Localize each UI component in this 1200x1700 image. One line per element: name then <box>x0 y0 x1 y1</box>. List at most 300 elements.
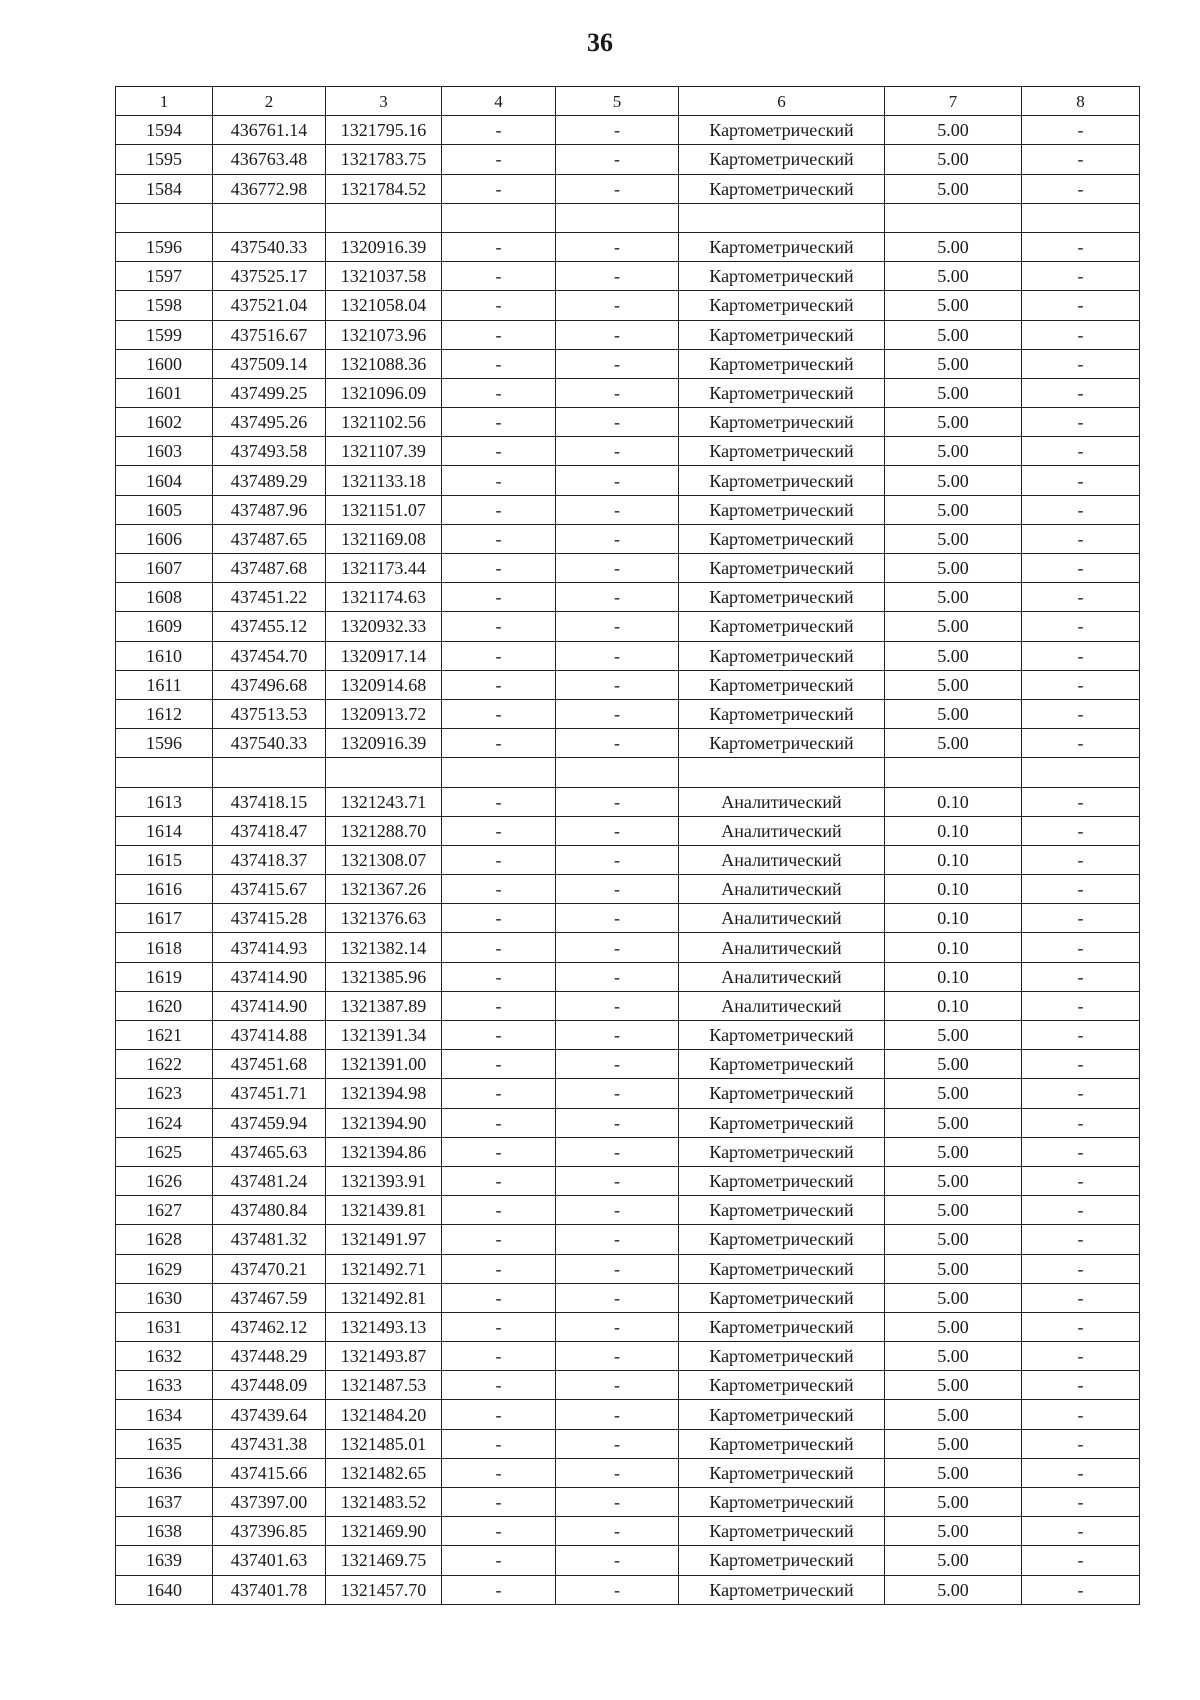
table-row <box>116 408 1140 437</box>
table-cell: - <box>442 174 556 203</box>
table-cell: - <box>556 466 679 495</box>
table-cell: Картометрический <box>679 291 885 320</box>
table-cell: 437462.12 <box>213 1312 326 1341</box>
column-header: 5 <box>556 87 679 116</box>
table-cell: 5.00 <box>885 349 1022 378</box>
table-cell: - <box>1022 729 1140 758</box>
table-cell: - <box>1022 232 1140 261</box>
table-cell: - <box>556 1458 679 1487</box>
table-cell: 5.00 <box>885 1429 1022 1458</box>
table-row <box>116 1021 1140 1050</box>
table-cell: Картометрический <box>679 1225 885 1254</box>
table-cell: 437487.96 <box>213 495 326 524</box>
table-cell: 1615 <box>116 845 213 874</box>
table-row <box>116 1225 1140 1254</box>
table-cell: - <box>1022 524 1140 553</box>
table-cell: 437467.59 <box>213 1283 326 1312</box>
table-cell: 5.00 <box>885 1517 1022 1546</box>
table-cell: 0.10 <box>885 904 1022 933</box>
table-cell: 1321133.18 <box>326 466 442 495</box>
table-row <box>116 1079 1140 1108</box>
table-cell: Картометрический <box>679 232 885 261</box>
table-cell: 1321469.90 <box>326 1517 442 1546</box>
table-cell: 1639 <box>116 1546 213 1575</box>
table-cell: - <box>1022 933 1140 962</box>
table-cell: - <box>442 320 556 349</box>
table-cell: 1632 <box>116 1342 213 1371</box>
table-row <box>116 1400 1140 1429</box>
table-cell: - <box>556 962 679 991</box>
table-cell: 1321391.34 <box>326 1021 442 1050</box>
table-cell: Картометрический <box>679 320 885 349</box>
table-cell: 5.00 <box>885 291 1022 320</box>
table-cell: 1628 <box>116 1225 213 1254</box>
table-cell: 1321385.96 <box>326 962 442 991</box>
table-row <box>116 875 1140 904</box>
table-cell: 1321382.14 <box>326 933 442 962</box>
table-cell: - <box>556 408 679 437</box>
table-cell: - <box>556 670 679 699</box>
table-cell: 1601 <box>116 378 213 407</box>
table-cell: - <box>556 845 679 874</box>
table-cell: - <box>1022 1400 1140 1429</box>
table-cell: - <box>556 1108 679 1137</box>
table-cell: - <box>442 641 556 670</box>
table-cell: 437415.28 <box>213 904 326 933</box>
table-cell: 1609 <box>116 612 213 641</box>
table-cell: 5.00 <box>885 641 1022 670</box>
table-cell: 1321037.58 <box>326 262 442 291</box>
table-cell: 1321288.70 <box>326 816 442 845</box>
table-row <box>116 1254 1140 1283</box>
table-cell: - <box>442 875 556 904</box>
table-cell: Аналитический <box>679 962 885 991</box>
table-cell: 5.00 <box>885 1021 1022 1050</box>
table-row <box>116 1546 1140 1575</box>
table-cell: - <box>442 554 556 583</box>
table-cell: Картометрический <box>679 1196 885 1225</box>
table-cell <box>442 758 556 787</box>
table-cell: Картометрический <box>679 524 885 553</box>
table-row <box>116 232 1140 261</box>
table-cell: 1596 <box>116 729 213 758</box>
table-cell: 437451.68 <box>213 1050 326 1079</box>
table-row <box>116 437 1140 466</box>
table-cell: 1629 <box>116 1254 213 1283</box>
table-cell: - <box>442 670 556 699</box>
table-cell: 1321484.20 <box>326 1400 442 1429</box>
table-cell <box>326 758 442 787</box>
table-row <box>116 787 1140 816</box>
table-cell: 5.00 <box>885 378 1022 407</box>
table-cell: 437418.37 <box>213 845 326 874</box>
table-cell: 1321387.89 <box>326 991 442 1020</box>
table-cell: - <box>442 1225 556 1254</box>
table-cell: - <box>1022 1371 1140 1400</box>
table-cell: 437481.32 <box>213 1225 326 1254</box>
table-cell: - <box>1022 1079 1140 1108</box>
table-cell: - <box>556 904 679 933</box>
table-cell: - <box>442 583 556 612</box>
table-cell: - <box>442 1546 556 1575</box>
page-number: 36 <box>587 28 613 57</box>
table-cell: - <box>442 1575 556 1604</box>
table-cell: - <box>1022 174 1140 203</box>
table-row <box>116 758 1140 787</box>
table-cell: 1320916.39 <box>326 729 442 758</box>
table-cell: 1320916.39 <box>326 232 442 261</box>
table-cell: 1597 <box>116 262 213 291</box>
table-cell: 1321174.63 <box>326 583 442 612</box>
table-cell: 436763.48 <box>213 145 326 174</box>
table-row <box>116 1196 1140 1225</box>
table-cell: 1321107.39 <box>326 437 442 466</box>
table-cell: - <box>1022 554 1140 583</box>
table-cell: - <box>556 875 679 904</box>
table-cell: - <box>1022 1517 1140 1546</box>
table-cell: 437487.68 <box>213 554 326 583</box>
table-cell: 1320913.72 <box>326 699 442 728</box>
table-cell: - <box>442 1050 556 1079</box>
table-cell: Картометрический <box>679 729 885 758</box>
table-row <box>116 1575 1140 1604</box>
table-cell: - <box>442 1254 556 1283</box>
table-cell <box>1022 203 1140 232</box>
column-header: 8 <box>1022 87 1140 116</box>
table-cell: - <box>1022 1458 1140 1487</box>
table-cell: 1620 <box>116 991 213 1020</box>
table-cell: - <box>556 262 679 291</box>
table-cell: - <box>442 378 556 407</box>
table-cell: Картометрический <box>679 408 885 437</box>
table-cell: 1584 <box>116 174 213 203</box>
table-body <box>116 116 1140 1605</box>
table-cell: - <box>1022 1575 1140 1604</box>
table-cell: 437448.29 <box>213 1342 326 1371</box>
table-cell: 1624 <box>116 1108 213 1137</box>
table-cell: - <box>1022 816 1140 845</box>
table-cell: 1321308.07 <box>326 845 442 874</box>
table-cell: - <box>556 1488 679 1517</box>
table-cell: 1635 <box>116 1429 213 1458</box>
table-cell: - <box>1022 408 1140 437</box>
table-cell: Картометрический <box>679 1546 885 1575</box>
table-cell: - <box>1022 1225 1140 1254</box>
table-cell: - <box>1022 349 1140 378</box>
table-cell: 1320932.33 <box>326 612 442 641</box>
table-cell: Картометрический <box>679 1137 885 1166</box>
table-cell: - <box>442 991 556 1020</box>
table-cell: 1631 <box>116 1312 213 1341</box>
table-cell: 1614 <box>116 816 213 845</box>
table-cell: 1321058.04 <box>326 291 442 320</box>
table-cell: 5.00 <box>885 699 1022 728</box>
table-cell <box>885 758 1022 787</box>
table-cell: 437401.63 <box>213 1546 326 1575</box>
table-cell: 5.00 <box>885 1079 1022 1108</box>
table-cell: - <box>556 1312 679 1341</box>
table-cell <box>442 203 556 232</box>
table-cell: - <box>556 1371 679 1400</box>
table-cell: 5.00 <box>885 437 1022 466</box>
table-row <box>116 1517 1140 1546</box>
table-cell: 1599 <box>116 320 213 349</box>
table-cell: - <box>556 1400 679 1429</box>
table-row <box>116 495 1140 524</box>
table-cell: 1320914.68 <box>326 670 442 699</box>
table-cell: 5.00 <box>885 1342 1022 1371</box>
table-cell: - <box>1022 145 1140 174</box>
table-cell: 1321393.91 <box>326 1166 442 1195</box>
table-cell: - <box>1022 1312 1140 1341</box>
table-cell <box>679 758 885 787</box>
table-cell: 5.00 <box>885 1283 1022 1312</box>
table-cell: - <box>1022 583 1140 612</box>
table-cell: 437451.22 <box>213 583 326 612</box>
table-cell: 437431.38 <box>213 1429 326 1458</box>
table-cell: 5.00 <box>885 320 1022 349</box>
table-cell: 437489.29 <box>213 466 326 495</box>
table-row <box>116 962 1140 991</box>
table-cell: 5.00 <box>885 1400 1022 1429</box>
table-cell: - <box>442 904 556 933</box>
table-cell: 5.00 <box>885 583 1022 612</box>
table-row <box>116 378 1140 407</box>
table-cell: - <box>556 495 679 524</box>
table-cell: - <box>1022 845 1140 874</box>
column-header: 6 <box>679 87 885 116</box>
table-row <box>116 904 1140 933</box>
table-cell <box>213 203 326 232</box>
table-row <box>116 349 1140 378</box>
table-cell: Картометрический <box>679 437 885 466</box>
table-cell: 436761.14 <box>213 116 326 145</box>
table-cell: - <box>442 1400 556 1429</box>
table-cell: 1321493.13 <box>326 1312 442 1341</box>
table-cell: - <box>442 1458 556 1487</box>
table-cell: - <box>1022 320 1140 349</box>
table-cell: - <box>556 1079 679 1108</box>
table-cell: - <box>1022 641 1140 670</box>
table-cell: 1634 <box>116 1400 213 1429</box>
table-cell: 1602 <box>116 408 213 437</box>
table-row <box>116 1283 1140 1312</box>
table-cell: 1321492.81 <box>326 1283 442 1312</box>
table-cell: - <box>442 262 556 291</box>
table-cell: 1321073.96 <box>326 320 442 349</box>
table-cell: - <box>556 232 679 261</box>
table-cell: 1321783.75 <box>326 145 442 174</box>
table-cell: - <box>442 1312 556 1341</box>
table-header-row <box>116 87 1140 116</box>
table-cell: Картометрический <box>679 1166 885 1195</box>
table-cell: - <box>1022 1137 1140 1166</box>
table-cell: 1321457.70 <box>326 1575 442 1604</box>
table-cell: 1616 <box>116 875 213 904</box>
table-cell: - <box>556 1021 679 1050</box>
table-cell: - <box>556 174 679 203</box>
table-cell: - <box>442 437 556 466</box>
table-cell <box>213 758 326 787</box>
table-cell: 437459.94 <box>213 1108 326 1137</box>
table-cell: 0.10 <box>885 845 1022 874</box>
table-cell: - <box>442 232 556 261</box>
table-cell: 437448.09 <box>213 1371 326 1400</box>
table-cell: - <box>1022 1166 1140 1195</box>
table-cell: - <box>556 1575 679 1604</box>
table-cell: Картометрический <box>679 1342 885 1371</box>
table-cell: - <box>442 1283 556 1312</box>
table-row <box>116 641 1140 670</box>
table-cell: - <box>442 845 556 874</box>
table-cell: - <box>442 933 556 962</box>
table-cell: 5.00 <box>885 1137 1022 1166</box>
table-cell: 1321491.97 <box>326 1225 442 1254</box>
table-cell: 437415.67 <box>213 875 326 904</box>
table-cell: Картометрический <box>679 1429 885 1458</box>
table-cell: - <box>556 641 679 670</box>
table-cell: Картометрический <box>679 262 885 291</box>
table-cell: 1606 <box>116 524 213 553</box>
table-cell: Картометрический <box>679 1283 885 1312</box>
table-cell <box>326 203 442 232</box>
table-cell: 5.00 <box>885 1166 1022 1195</box>
table-cell: Картометрический <box>679 378 885 407</box>
table-cell: 1321795.16 <box>326 116 442 145</box>
table-cell: - <box>442 962 556 991</box>
table-cell: - <box>442 1079 556 1108</box>
table-cell: 1612 <box>116 699 213 728</box>
table-cell: 5.00 <box>885 262 1022 291</box>
table-cell: 5.00 <box>885 670 1022 699</box>
table-cell: 1321173.44 <box>326 554 442 583</box>
table-row <box>116 1166 1140 1195</box>
table-cell: Картометрический <box>679 1371 885 1400</box>
table-row <box>116 116 1140 145</box>
coordinates-table <box>115 86 1140 1605</box>
column-header: 2 <box>213 87 326 116</box>
table-row <box>116 1050 1140 1079</box>
column-header: 4 <box>442 87 556 116</box>
table-cell <box>556 203 679 232</box>
table-cell: - <box>1022 116 1140 145</box>
table-cell: 1600 <box>116 349 213 378</box>
table-cell: 1321376.63 <box>326 904 442 933</box>
table-cell: Аналитический <box>679 845 885 874</box>
table-cell: 5.00 <box>885 145 1022 174</box>
table-cell: 1321493.87 <box>326 1342 442 1371</box>
table-row <box>116 1458 1140 1487</box>
table-cell: 1626 <box>116 1166 213 1195</box>
table-cell: - <box>556 933 679 962</box>
table-cell: 437418.15 <box>213 787 326 816</box>
table-cell: - <box>442 291 556 320</box>
table-cell: 437493.58 <box>213 437 326 466</box>
table-cell: - <box>1022 962 1140 991</box>
table-row <box>116 466 1140 495</box>
table-cell: - <box>1022 699 1140 728</box>
table-cell: 1603 <box>116 437 213 466</box>
table-cell: - <box>442 699 556 728</box>
table-cell: 1321151.07 <box>326 495 442 524</box>
table-cell: 1321096.09 <box>326 378 442 407</box>
table-cell <box>116 758 213 787</box>
table-cell: - <box>1022 378 1140 407</box>
table-cell: 1321394.90 <box>326 1108 442 1137</box>
table-cell: 437481.24 <box>213 1166 326 1195</box>
table-cell: 5.00 <box>885 232 1022 261</box>
table-cell: - <box>1022 1050 1140 1079</box>
table-row <box>116 1342 1140 1371</box>
table-cell: - <box>1022 1108 1140 1137</box>
table-row <box>116 670 1140 699</box>
table-row <box>116 1108 1140 1137</box>
table-row <box>116 729 1140 758</box>
table-cell: 5.00 <box>885 1458 1022 1487</box>
table-cell: 1625 <box>116 1137 213 1166</box>
table-cell: - <box>442 524 556 553</box>
table-cell: - <box>1022 991 1140 1020</box>
table-cell: 1618 <box>116 933 213 962</box>
table-row <box>116 933 1140 962</box>
table-cell: Картометрический <box>679 1517 885 1546</box>
table-cell: - <box>442 729 556 758</box>
table-cell: - <box>1022 1546 1140 1575</box>
table-cell: 437540.33 <box>213 232 326 261</box>
table-row <box>116 174 1140 203</box>
table-cell: 437470.21 <box>213 1254 326 1283</box>
table-cell: - <box>442 1021 556 1050</box>
table-cell: 1610 <box>116 641 213 670</box>
table-row <box>116 262 1140 291</box>
table-cell: 437418.47 <box>213 816 326 845</box>
table-cell: Картометрический <box>679 174 885 203</box>
table-cell: - <box>1022 1283 1140 1312</box>
table-cell: 5.00 <box>885 1196 1022 1225</box>
table-cell: 437465.63 <box>213 1137 326 1166</box>
table-cell: - <box>442 495 556 524</box>
table-cell: 5.00 <box>885 408 1022 437</box>
table-cell: - <box>442 1429 556 1458</box>
column-header: 3 <box>326 87 442 116</box>
table-cell: 5.00 <box>885 612 1022 641</box>
table-row <box>116 145 1140 174</box>
table-cell: 5.00 <box>885 524 1022 553</box>
table-cell: 1637 <box>116 1488 213 1517</box>
table-cell: 437513.53 <box>213 699 326 728</box>
table-cell: 1321784.52 <box>326 174 442 203</box>
table-cell: 1619 <box>116 962 213 991</box>
table-cell <box>556 758 679 787</box>
table-cell: - <box>1022 875 1140 904</box>
table-row <box>116 320 1140 349</box>
table-cell: 5.00 <box>885 729 1022 758</box>
table-cell: - <box>442 408 556 437</box>
table-cell: 0.10 <box>885 991 1022 1020</box>
table-cell: 437499.25 <box>213 378 326 407</box>
table-cell: 437454.70 <box>213 641 326 670</box>
table-cell: Аналитический <box>679 991 885 1020</box>
table-cell: - <box>556 1342 679 1371</box>
table-cell: 5.00 <box>885 466 1022 495</box>
table-row <box>116 612 1140 641</box>
table-cell: Картометрический <box>679 466 885 495</box>
table-cell: Аналитический <box>679 875 885 904</box>
table-cell: Картометрический <box>679 1312 885 1341</box>
table-cell: Картометрический <box>679 1254 885 1283</box>
table-cell: 1607 <box>116 554 213 583</box>
table-cell: 1630 <box>116 1283 213 1312</box>
